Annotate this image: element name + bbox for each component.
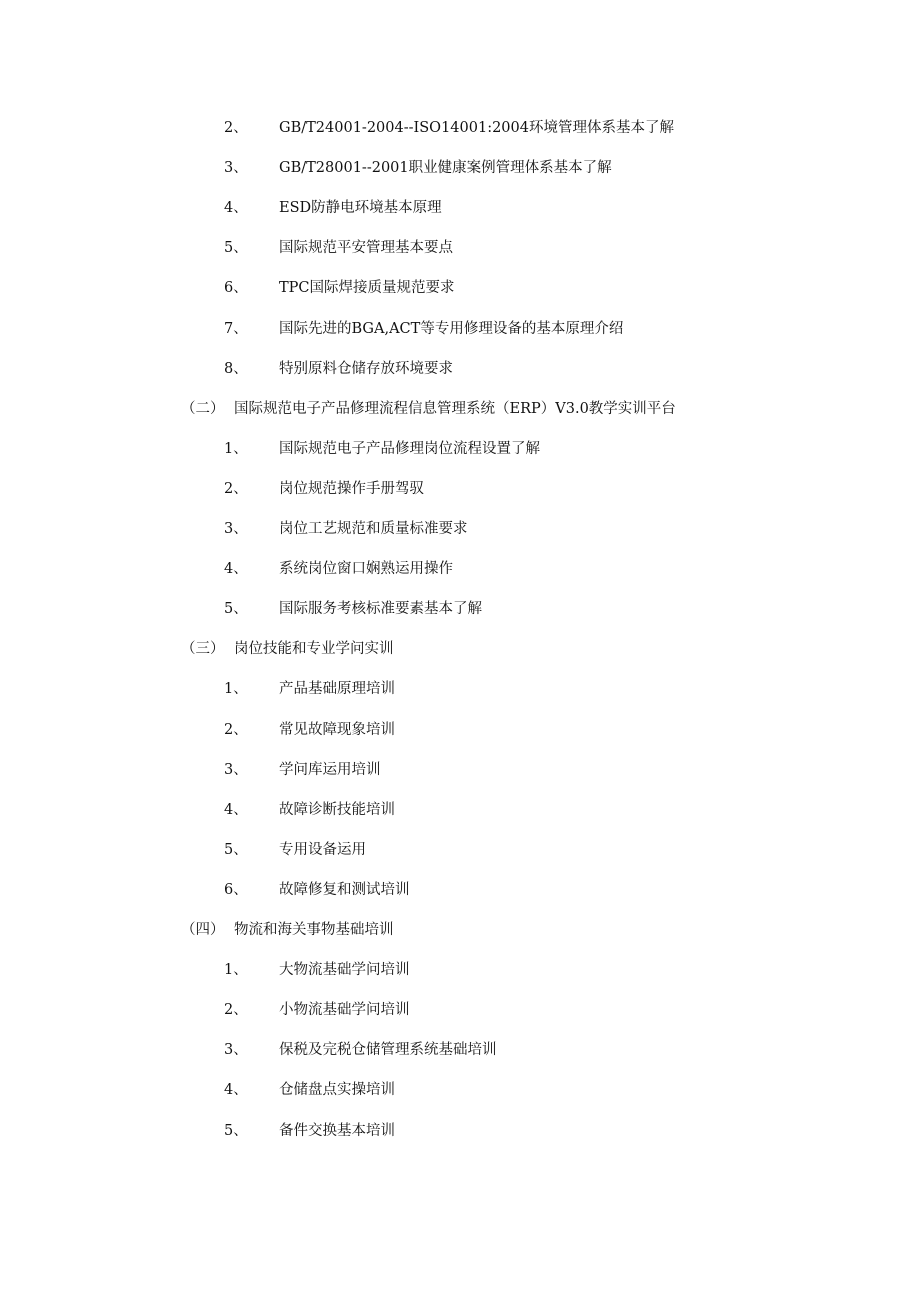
item-text: ESD防静电环境基本原理 <box>279 200 442 216</box>
item-number: 5、 <box>224 842 248 858</box>
item-number: 4、 <box>224 561 248 577</box>
section-title: 岗位技能和专业学问实训 <box>234 641 394 657</box>
item-text: 产品基础原理培训 <box>279 681 395 697</box>
item-number: 2、 <box>224 1002 248 1018</box>
section-title: 物流和海关事物基础培训 <box>234 922 394 938</box>
item-text: 岗位工艺规范和质量标准要求 <box>279 521 468 537</box>
item-text: 国际规范平安管理基本要点 <box>279 240 453 256</box>
item-number: 6、 <box>224 882 248 898</box>
item-text: 特别原料仓储存放环境要求 <box>279 361 453 377</box>
item-text: 系统岗位窗口娴熟运用操作 <box>279 561 453 577</box>
item-number: 5、 <box>224 240 248 256</box>
item-number: 5、 <box>224 601 248 617</box>
item-text: 大物流基础学问培训 <box>279 962 410 978</box>
item-text: 备件交换基本培训 <box>279 1123 395 1139</box>
item-number: 4、 <box>224 1082 248 1098</box>
item-text: 仓储盘点实操培训 <box>279 1082 395 1098</box>
item-number: 4、 <box>224 200 248 216</box>
item-number: 3、 <box>224 160 248 176</box>
item-number: 2、 <box>224 481 248 497</box>
item-number: 2、 <box>224 120 248 136</box>
item-text: 国际服务考核标准要素基本了解 <box>279 601 482 617</box>
item-number: 1、 <box>224 441 248 457</box>
item-number: 8、 <box>224 361 248 377</box>
item-text: 学问库运用培训 <box>279 762 381 778</box>
item-number: 2、 <box>224 722 248 738</box>
item-text: 小物流基础学问培训 <box>279 1002 410 1018</box>
item-text: 保税及完税仓储管理系统基础培训 <box>279 1042 497 1058</box>
section-number: （三） <box>181 641 225 657</box>
item-text: 故障诊断技能培训 <box>279 802 395 818</box>
item-text: 故障修复和测试培训 <box>279 882 410 898</box>
item-number: 1、 <box>224 681 248 697</box>
section-number: （二） <box>181 401 225 417</box>
item-number: 1、 <box>224 962 248 978</box>
item-number: 6、 <box>224 280 248 296</box>
item-number: 3、 <box>224 521 248 537</box>
item-number: 3、 <box>224 762 248 778</box>
item-number: 3、 <box>224 1042 248 1058</box>
section-title: 国际规范电子产品修理流程信息管理系统（ERP）V3.0教学实训平台 <box>234 401 676 417</box>
item-number: 5、 <box>224 1123 248 1139</box>
item-text: GB/T24001-2004--ISO14001:2004环境管理体系基本了解 <box>279 120 674 136</box>
item-text: 岗位规范操作手册驾驭 <box>279 481 424 497</box>
item-text: TPC国际焊接质量规范要求 <box>279 280 455 296</box>
item-text: 常见故障现象培训 <box>279 722 395 738</box>
section-number: （四） <box>181 922 225 938</box>
item-text: GB/T28001--2001职业健康案例管理体系基本了解 <box>279 160 612 176</box>
item-text: 国际先进的BGA,ACT等专用修理设备的基本原理介绍 <box>279 321 624 337</box>
item-text: 专用设备运用 <box>279 842 366 858</box>
item-text: 国际规范电子产品修理岗位流程设置了解 <box>279 441 540 457</box>
item-number: 7、 <box>224 321 248 337</box>
item-number: 4、 <box>224 802 248 818</box>
